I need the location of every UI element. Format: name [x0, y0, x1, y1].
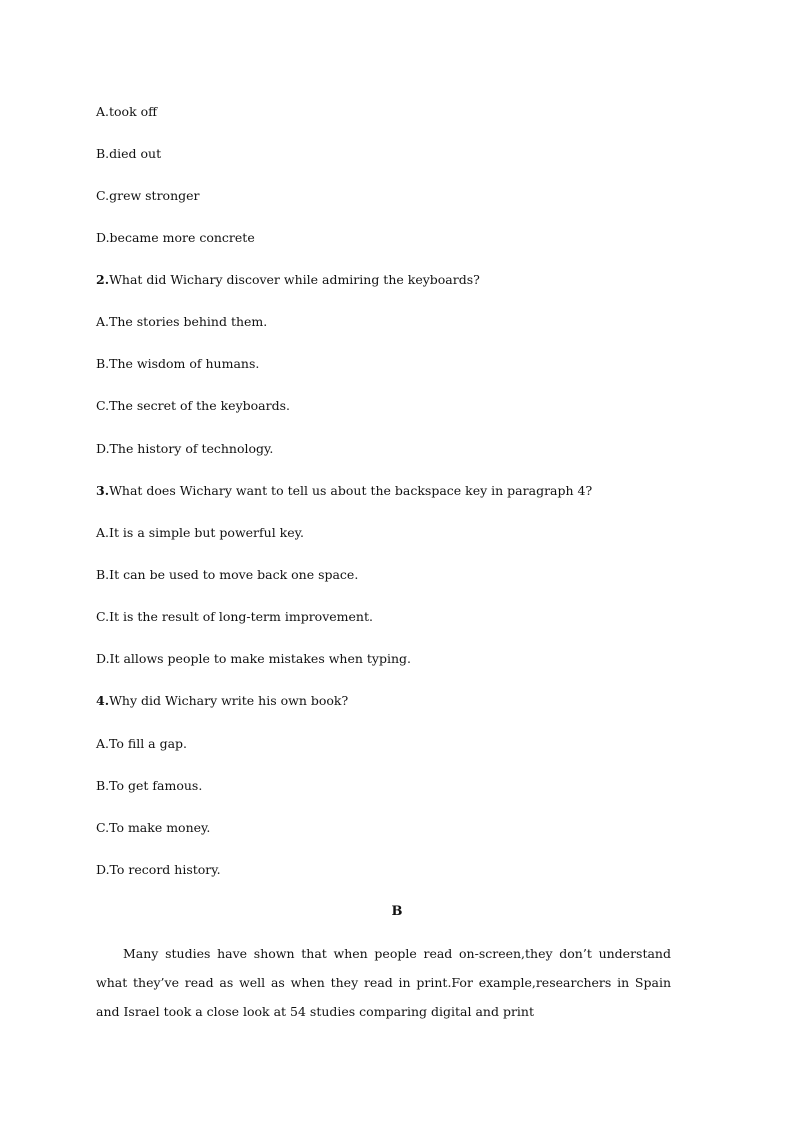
q2-option-a: A.The stories behind them.	[96, 314, 268, 329]
q3-option-b: B.It can be used to move back one space.	[96, 567, 359, 582]
q4-option-c: C.To make money.	[96, 820, 211, 835]
q4-option-b: B.To get famous.	[96, 778, 203, 793]
q2-stem	[96, 272, 480, 288]
q2-option-d: D.The history of technology.	[96, 441, 274, 456]
section-heading: B	[391, 904, 403, 919]
q4-number: 4.	[96, 693, 110, 708]
q2-number: 2.	[96, 272, 110, 287]
q3-option-a: A.It is a simple but powerful key.	[96, 525, 305, 540]
q1-option-a: A.took off	[96, 104, 158, 119]
q3-option-c: C.It is the result of long-term improvement.	[96, 609, 373, 624]
q3-stem	[96, 483, 592, 499]
passage-paragraph: Many studies have shown that when people read on-screen,they don’t understand what they’ve read as well as when they read in print.For example,researchers in Spain and Israel took a close look at 54 studies comparing digital and print	[96, 946, 671, 1019]
q1-option-b: B.died out	[96, 146, 162, 161]
q3-option-d: D.It allows people to make mistakes when typing.	[96, 651, 411, 666]
q4-stem-text: Why did Wichary write his own book?	[109, 693, 349, 708]
q3-number: 3.	[96, 483, 110, 498]
q2-option-b: B.The wisdom of humans.	[96, 356, 260, 371]
q4-stem	[96, 693, 348, 709]
q2-stem-text: What did Wichary discover while admiring the keyboards?	[109, 272, 480, 287]
q3-stem-text: What does Wichary want to tell us about the backspace key in paragraph 4?	[109, 483, 593, 498]
q1-option-c: C.grew stronger	[96, 188, 200, 203]
q2-option-c: C.The secret of the keyboards.	[96, 398, 290, 413]
q1-option-d: D.became more concrete	[96, 230, 255, 245]
q4-option-a: A.To fill a gap.	[96, 736, 188, 751]
q4-option-d: D.To record history.	[96, 862, 221, 877]
